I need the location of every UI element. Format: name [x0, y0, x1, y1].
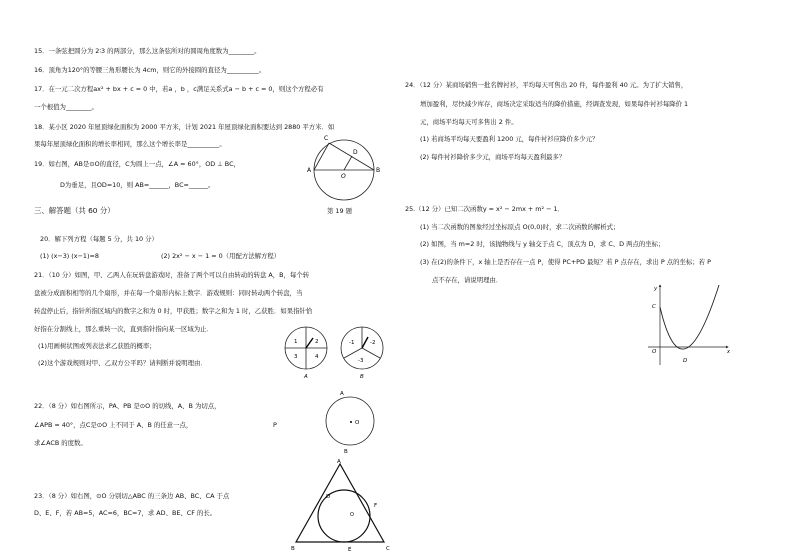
fig22-label-b: B: [344, 449, 348, 454]
spinner-b-sector-1: -1: [349, 340, 355, 346]
fig25-label-d: D: [683, 358, 688, 364]
figure-19-caption: 第 19 题: [327, 207, 352, 215]
section-3-heading: 三、解答题（共 60 分）: [34, 206, 115, 215]
fig23-label-f: F: [374, 503, 378, 509]
fig22-label-a: A: [340, 391, 344, 397]
question-20-part2: (2) 2x² − x − 1 = 0（用配方法解方程）: [161, 252, 281, 260]
question-22-stray-p: P: [273, 421, 277, 429]
question-16: 16．顶角为120°的等腰三角形腰长为 4cm，则它的外接圆的直径为__________。: [34, 66, 266, 74]
spinner-a-label: A: [304, 374, 308, 380]
question-24-line2: 增加盈利，尽快减少库存，商场决定采取适当的降价措施，经调查发现，如果每件衬衫每降价 1: [420, 100, 689, 108]
question-25-sub1: (1) 当二次函数的图象经过坐标原点 O(0,0)时，求二次函数的解析式；: [420, 223, 620, 231]
question-19-line2: D为垂足，且OD=10，则 AB=______，BC=______。: [60, 181, 215, 189]
fig22-center-dot: [350, 421, 352, 423]
question-25-line1: 25.（12 分）已知二次函数y = x² − 2mx + m² − 1．: [405, 205, 564, 213]
spinner-a-sector-3: 3: [294, 354, 298, 360]
fig19-label-a: A: [307, 167, 312, 174]
fig23-label-a: A: [337, 459, 341, 465]
spinner-a-sector-2: 2: [315, 339, 319, 345]
spinner-a: [285, 327, 327, 380]
spinner-b-divider-3: [344, 348, 362, 358]
spinner-b-sector-3: -3: [358, 358, 364, 364]
fig22-circle: [326, 397, 374, 445]
question-21-sub2: (2)这个游戏规则对甲、乙双方公平吗？请判断并说明理由．: [38, 359, 207, 367]
spinner-a-pointer: [306, 338, 313, 348]
spinner-b-divider-2: [362, 348, 380, 358]
fig19-label-c: C: [324, 135, 329, 142]
fig23-label-e: E: [348, 547, 352, 552]
question-17-line2: 一个根值为________。: [34, 103, 98, 111]
spinner-a-sector-4: 4: [315, 354, 319, 360]
question-21-line1: 21．（10 分）如图，甲、乙两人在玩转盘游戏时，准备了两个可以自由转动的转盘 A，B，每个转: [34, 271, 310, 279]
figure-22-circle: [320, 388, 382, 454]
fig25-label-y: y: [654, 286, 658, 292]
fig22-label-o: O: [355, 420, 360, 426]
question-25-sub3-line2: 点不存在，请说明理由．: [432, 276, 503, 284]
question-22-line1: 22．（8 分）如右图所示，PA、PB 是⊙O 的切线，A、B 为切点，: [34, 402, 221, 410]
question-23-line1: 23．（8 分）如右图，⊙O 分别切△ABC 的三条边 AB、BC、CA 于点: [34, 492, 230, 500]
question-24-sub2: (2) 每件衬衫降价多少元，商场平均每天盈利最多？: [420, 153, 566, 161]
fig25-label-c: C: [652, 304, 656, 310]
question-21-line4: 好指在分割线上，那么重转一次，直到指针指向某一区域为止．: [34, 325, 213, 333]
question-24-line3: 元，商场平均每天可多售出 2 件。: [420, 118, 518, 126]
fig19-label-b: B: [376, 167, 381, 174]
fig23-label-d: D: [326, 494, 331, 500]
question-19-line1: 19．如右图，AB是⊙O的直径，C为圆上一点，∠A = 60°，OD ⊥ BC，: [34, 160, 240, 168]
fig23-triangle-abc: [296, 464, 384, 542]
fig19-segment-od: [344, 156, 352, 170]
question-17-line1: 17．在一元二次方程ax² + bx + c = 0 中，若a ，b ，c满足关系式a − b + c = 0，则这个方程必有: [34, 85, 324, 93]
figure-19-circle-diagram: [306, 132, 386, 202]
fig23-label-b: B: [291, 546, 295, 552]
question-23-line2: D、E、F，若 AB=5，AC=6，BC=7，求 AD、BE、CF 的长。: [34, 509, 217, 517]
question-18-line1: 18．某小区 2020 年屋顶绿化面积为 2000 平方米，计划 2021 年屋顶绿化面积要达到 2880 平方米．如: [34, 123, 335, 131]
figure-23-incircle-triangle: [288, 458, 394, 552]
question-21-sub1: (1)用画树状图或列表法求乙获胜的概率；: [38, 342, 156, 350]
spinner-b-sector-2: -2: [370, 340, 376, 346]
question-24-sub1: (1) 若商场平均每天要盈利 1200 元，每件衬衫应降价多少元？: [420, 135, 599, 143]
fig19-label-o: O: [341, 173, 346, 180]
question-22-line2: ∠APB = 40°，点C是⊙O 上不同于 A、B 的任意一点，: [34, 421, 193, 429]
fig23-label-o: O: [350, 512, 354, 518]
question-18-line2: 果每年屋顶绿化面积的增长率相同，那么这个增长率是__________。: [34, 140, 226, 148]
question-25-sub3-line1: (3) 在(2)的条件下，x 轴上是否存在一点 P，使得 PC+PD 最短？若 P 点存在，求出 P 点的坐标；若 P: [420, 258, 711, 266]
question-25-sub2: (2) 如图，当 m=2 时，该抛物线与 y 轴交于点 C，顶点为 D，求 C、D 两点的坐标；: [420, 240, 665, 248]
question-20-title: 20．解下列方程（每题 5 分，共 10 分）: [40, 235, 158, 243]
fig19-label-d: D: [353, 149, 358, 156]
fig25-label-o: O: [652, 349, 657, 355]
question-15: 15．一条弦把圆分为 2∶3 的两部分，那么这条弦所对的圆周角度数为________。: [34, 47, 261, 55]
spinner-b-label: B: [360, 374, 364, 380]
question-20-part1: (1) (x−3) (x−1)=8: [40, 252, 99, 260]
spinner-b: [341, 327, 383, 380]
question-22-line3: 求∠ACB 的度数。: [34, 439, 87, 447]
spinner-b-pointer: [362, 337, 368, 348]
spinner-wheels-figure: [282, 322, 392, 382]
fig23-label-c: C: [386, 546, 390, 552]
question-21-line3: 转盘停止后，指针所指区域内的数字之和为 0 时，甲获胜；数字之和为 1 时，乙获胜．如果指针恰: [34, 307, 313, 315]
question-21-line2: 盘被分成面积相等的几个扇形，并在每一个扇形内标上数字．游戏规则：同时转动两个转盘，当: [34, 289, 303, 297]
figure-25-parabola-graph: [642, 283, 734, 367]
spinner-a-sector-1: 1: [294, 339, 298, 345]
fig19-chord-ac: [314, 143, 329, 170]
question-24-line1: 24．（12 分）某商场销售一批名牌衬衫，平均每天可售出 20 件，每件盈利 40 元。为了扩大销售，: [405, 81, 688, 89]
fig25-parabola-curve: [660, 285, 719, 349]
fig25-label-x: x: [727, 349, 730, 355]
